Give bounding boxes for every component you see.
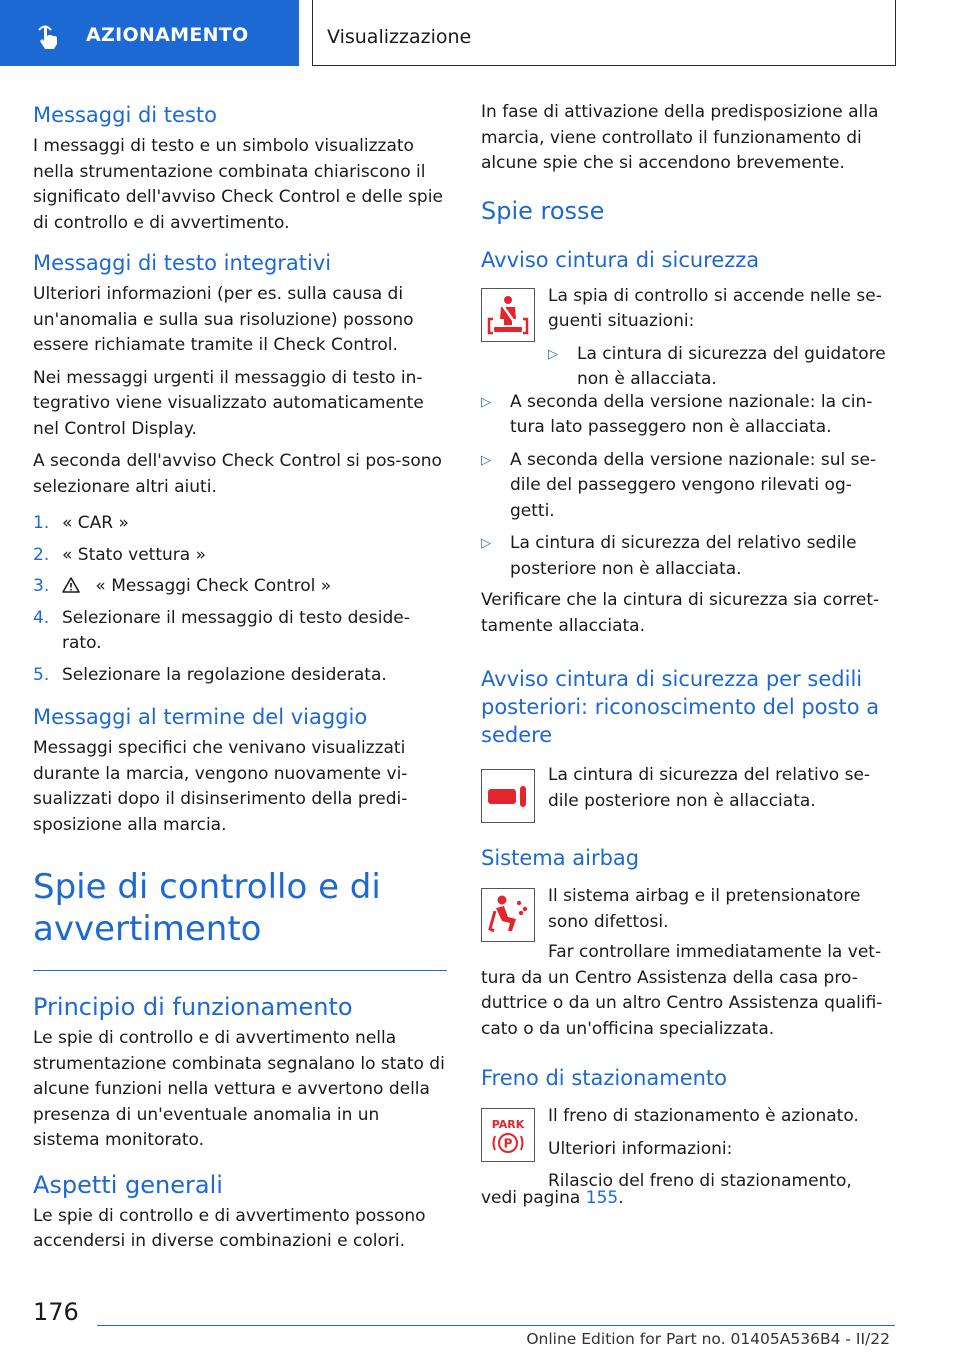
park-icon-label: PARK xyxy=(491,1118,525,1131)
step-number: 3. xyxy=(33,576,50,596)
heading-supplementary: Messaggi di testo integrativi xyxy=(33,251,332,275)
heading-principle: Principio di funzionamento xyxy=(33,993,353,1021)
period: . xyxy=(618,1188,624,1208)
see-page-label: vedi pagina xyxy=(481,1188,581,1208)
page-reference-link[interactable]: 155 xyxy=(585,1188,619,1208)
airbag-text xyxy=(548,884,896,935)
heading-general: Aspetti generali xyxy=(33,1170,223,1199)
airbag-icon-box xyxy=(481,888,535,942)
airbag-warning-icon xyxy=(482,889,534,941)
bullet-triangle-icon: ▷ xyxy=(481,536,491,551)
warning-triangle-icon xyxy=(62,577,80,593)
para-parking-2: Ulteriori informazioni: xyxy=(548,1138,733,1159)
rear-seatbelt-text xyxy=(548,763,896,814)
seatbelt-icon-box xyxy=(481,288,535,342)
heading-airbag: Sistema airbag xyxy=(481,846,640,870)
list-item-text: La cintura di sicurezza del relativo sedile posteriore non è allacciata. xyxy=(510,533,857,579)
para-parking-1: Il freno di stazionamento è azionato. xyxy=(548,1106,859,1126)
heading-indicators: Spie di controllo e di avvertimento xyxy=(33,867,381,949)
step-text: « Stato vettura » xyxy=(62,544,206,565)
chapter-box xyxy=(312,0,896,66)
rear-seatbelt-icon-box xyxy=(481,769,535,823)
page-header xyxy=(0,0,960,66)
para-intro: In fase di attivazione della predisposizione alla marcia, viene controllato il funzionamento di alcune spie che si accendono brevemente. xyxy=(481,102,879,173)
list-item-text: A seconda della versione nazionale: sul se-dile del passeggero vengono rilevati og-getti. xyxy=(510,449,877,521)
step-number: 5. xyxy=(33,664,50,685)
rear-seatbelt-block xyxy=(481,763,896,827)
left-column xyxy=(33,98,447,1255)
step-text: Selezionare il messaggio di testo deside-rato. xyxy=(62,607,410,653)
list-item xyxy=(481,531,896,582)
heading-end-trip: Messaggi al termine del viaggio xyxy=(33,705,368,729)
seatbelt-block xyxy=(481,284,896,389)
section-tab[interactable] xyxy=(0,0,299,66)
para-principle: Le spie di controllo e di avvertimento nella strumentazione combinata segnalano lo stato di alcune funzioni nella vettura e avvertono della presenza di un'eventuale anomalia in un sistema monitorato. xyxy=(33,1028,445,1150)
para-airbag-1: Il sistema airbag e il pretensionatore sono difettosi. xyxy=(548,886,861,932)
bullet-triangle-icon: ▷ xyxy=(548,346,558,362)
heading-text-messages: Messaggi di testo xyxy=(33,103,217,127)
steps-list xyxy=(33,511,447,688)
para-text-messages: I messaggi di testo e un simbolo visualizzato nella strumentazione combinata chiariscono il significato dell'avviso Check Control e delle spie di controllo e di avvertimento. xyxy=(33,136,443,233)
step-text: « Messaggi Check Control » xyxy=(95,576,332,596)
list-item xyxy=(33,606,447,657)
heading-rear-seatbelt: Avviso cintura di sicurezza per sedili posteriori: riconoscimento del posto a sedere xyxy=(481,667,880,747)
footer-divider xyxy=(97,1325,895,1326)
parking-icon-box xyxy=(481,1108,535,1162)
para-supplementary-3: A seconda dell'avviso Check Control si pos-sono selezionare altri aiuti. xyxy=(33,451,442,497)
parking-brake-icon xyxy=(482,1109,534,1161)
section-label: AZIONAMENTO xyxy=(86,24,249,46)
page-number: 176 xyxy=(33,1298,79,1326)
list-item-text: A seconda della versione nazionale: la cin-tura lato passeggero non è allacciata. xyxy=(510,391,873,437)
para-parking-3: Rilascio del freno di stazionamento, xyxy=(548,1171,852,1191)
parking-text xyxy=(548,1104,896,1195)
seatbelt-warning-icon xyxy=(482,289,534,341)
section-divider xyxy=(33,970,447,971)
p-letter: P xyxy=(503,1136,513,1151)
list-item xyxy=(33,663,447,689)
seatbelt-text xyxy=(548,284,896,393)
list-item xyxy=(33,543,447,569)
heading-seatbelt: Avviso cintura di sicurezza xyxy=(481,247,760,272)
list-item-text: La cintura di sicurezza del guidatore non è allacciata. xyxy=(577,343,886,389)
para-supplementary-2: Nei messaggi urgenti il messaggio di testo in-tegrativo viene visualizzato automaticamente nel Control Display. xyxy=(33,367,424,439)
list-item xyxy=(33,511,447,537)
step-number: 2. xyxy=(33,544,50,565)
chapter-label: Visualizzazione xyxy=(327,26,472,48)
para-rear-seatbelt: La cintura di sicurezza del relativo se-dile posteriore non è allacciata. xyxy=(548,765,871,811)
heading-parking-brake: Freno di stazionamento xyxy=(481,1066,728,1090)
list-item xyxy=(481,390,896,441)
hand-pointer-icon xyxy=(34,22,64,52)
airbag-block xyxy=(481,884,896,940)
rear-seat-warning-icon xyxy=(482,770,534,822)
para-seatbelt: La spia di controllo si accende nelle se-guenti situazioni: xyxy=(548,285,882,331)
right-column xyxy=(481,98,896,1212)
step-number: 1. xyxy=(33,513,50,533)
list-item xyxy=(481,448,896,525)
bullet-triangle-icon: ▷ xyxy=(481,452,491,468)
parking-block xyxy=(481,1104,896,1191)
step-text: « CAR » xyxy=(62,513,129,533)
step-number: 4. xyxy=(33,607,50,628)
heading-red-lights: Spie rosse xyxy=(481,196,605,225)
para-general: Le spie di controllo e di avvertimento possono accendersi in diverse combinazioni e colori. xyxy=(33,1205,426,1251)
list-item xyxy=(33,574,447,600)
seatbelt-list xyxy=(481,390,896,583)
bullet-triangle-icon: ▷ xyxy=(481,394,491,410)
para-airbag-2: Far controllare immediatamente la vet-tura da un Centro Assistenza della casa pro-duttrice o da un altro Centro Assistenza qualifi-cato o da un'officina specializzata. xyxy=(481,942,883,1039)
list-item xyxy=(548,342,896,393)
step-text: Selezionare la regolazione desiderata. xyxy=(62,664,387,685)
para-supplementary-1: Ulteriori informazioni (per es. sulla causa di un'anomalia e sulla sua risoluzione) possono essere richiamate tramite il Check Control. xyxy=(33,284,414,355)
para-seatbelt-check: Verificare che la cintura di sicurezza sia corret-tamente allacciata. xyxy=(481,590,880,636)
edition-footer: Online Edition for Part no. 01405A536B4 - II/22 xyxy=(526,1330,890,1348)
para-end-trip: Messaggi specifici che venivano visualizzati durante la marcia, vengono nuovamente vi-sualizzati dopo il disinserimento della predi-sposizione alla marcia. xyxy=(33,738,408,835)
